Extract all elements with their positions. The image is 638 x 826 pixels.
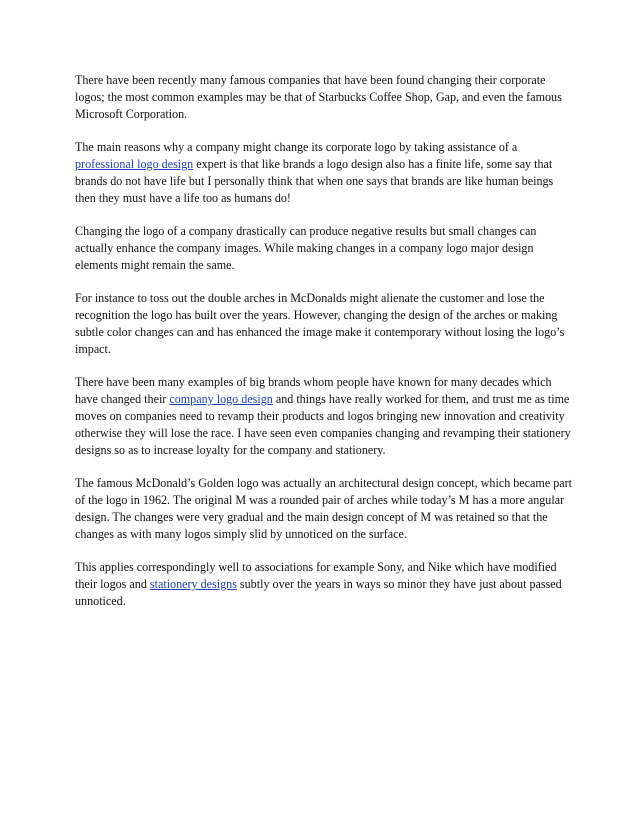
paragraph-7 xyxy=(75,559,575,610)
stationery-designs-link[interactable]: stationery designs xyxy=(149,577,237,591)
paragraph-2 xyxy=(75,139,575,207)
paragraph-2-text-after: expert is that like brands a logo design also has a finite life, some say that brands do not have life but I personally think that when one says that brands are like human beings then they must have a life too as humans do! xyxy=(75,157,554,205)
paragraph-5-text-after: and things have really worked for them, and trust me as time moves on companies need to revamp their products and logos bringing new innovation and creativity otherwise they will lose the race. I have seen even companies changing and revamping their stationery designs so as to increase loyalty for the company and stationery. xyxy=(75,392,571,457)
paragraph-2-text-before: The main reasons why a company might change its corporate logo by taking assistance of a xyxy=(75,140,518,154)
paragraph-1: There have been recently many famous companies that have been found changing their corporate logos; the most common examples may be that of Starbucks Coffee Shop, Gap, and even the famous Microsoft Corporation. xyxy=(75,73,562,121)
paragraph-3: Changing the logo of a company drastically can produce negative results but small changes can actually enhance the company images. While making changes in a company logo major design elements might remain the same. xyxy=(75,224,537,272)
paragraph-5-text-before: There have been many examples of big brands whom people have known for many decades which have changed their xyxy=(75,375,552,406)
paragraph-7-text-after: subtly over the years in ways so minor they have just about passed unnoticed. xyxy=(75,577,562,608)
paragraph-7-text-before: This applies correspondingly well to associations for example Sony, and Nike which have modified their logos and xyxy=(75,560,557,591)
paragraph-4: For instance to toss out the double arches in McDonalds might alienate the customer and lose the recognition the logo has built over the years. However, changing the design of the arches or making subtle color changes can and has enhanced the image make it contemporary without losing the logo’s impact. xyxy=(75,291,565,356)
professional-logo-design-link[interactable]: professional logo design xyxy=(75,157,194,171)
paragraph-5 xyxy=(75,374,575,459)
company-logo-design-link[interactable]: company logo design xyxy=(169,392,273,406)
document-body xyxy=(75,72,575,626)
paragraph-6: The famous McDonald’s Golden logo was actually an architectural design concept, which became part of the logo in 1962. The original M was a rounded pair of arches while today’s M has a more angular design. The changes were very gradual and the main design concept of M was retained so that the changes as with many logos simply slid by unnoticed on the surface. xyxy=(75,476,573,541)
